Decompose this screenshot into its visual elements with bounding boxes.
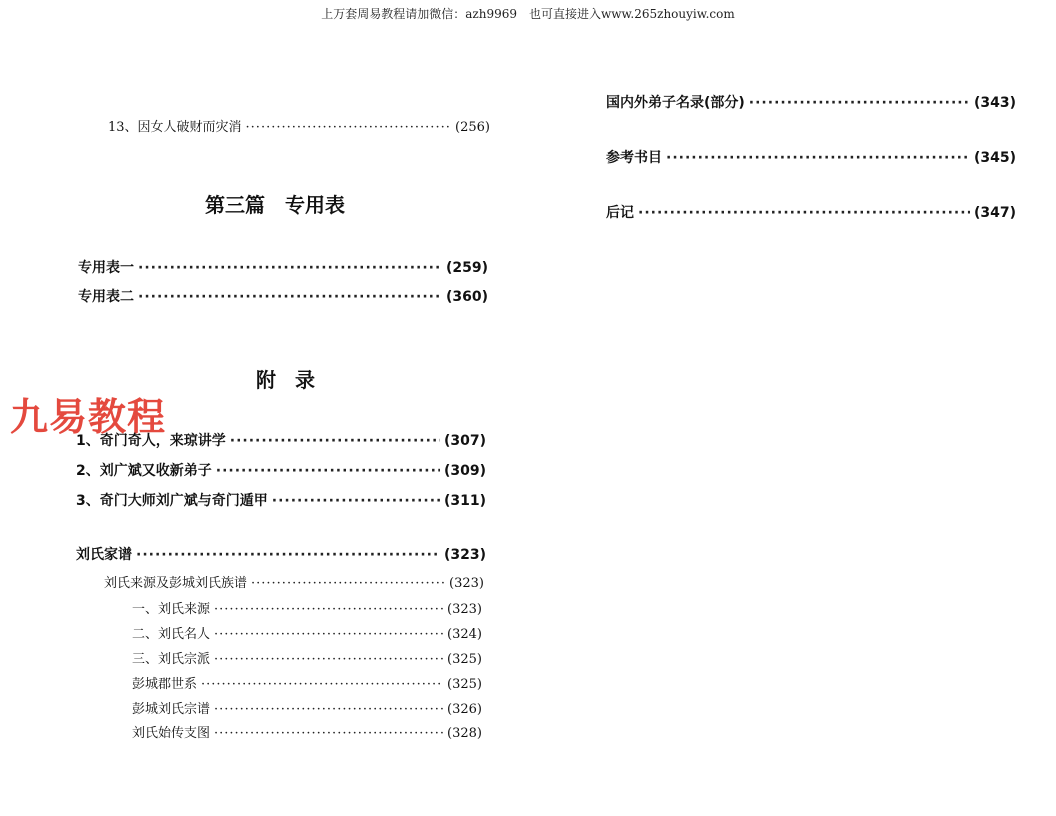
- part3-heading: 第三篇 专用表: [205, 193, 345, 217]
- appendix-heading: 附 录: [256, 368, 321, 392]
- toc-entry-title: 专用表二: [78, 289, 134, 305]
- toc-entry-title: 1、奇门奇人，来琼讲学: [76, 433, 226, 449]
- appendix-entry-2: [76, 460, 486, 480]
- toc-entry-title: 彭城刘氏宗谱: [132, 702, 211, 717]
- genealogy-item-2: [132, 623, 482, 642]
- genealogy-item-3: [132, 648, 482, 667]
- appendix-entry-1: [76, 430, 486, 450]
- toc-entry-page: (307): [443, 433, 486, 449]
- toc-entry-disciples: [606, 92, 1016, 112]
- toc-entry-title: 2、刘广斌又收新弟子: [76, 463, 212, 479]
- toc-entry-title: 3、奇门大师刘广斌与奇门遁甲: [76, 493, 268, 509]
- toc-entry-page: (325): [447, 652, 482, 667]
- toc-entry-title: 国内外弟子名录(部分): [606, 95, 745, 111]
- leader-dots: [214, 652, 443, 667]
- leader-dots: [666, 150, 970, 166]
- genealogy-sub-entry: [104, 572, 484, 591]
- toc-entry-13: [108, 116, 490, 135]
- genealogy-item-1: [132, 598, 482, 617]
- toc-entry-page: (326): [447, 702, 482, 717]
- toc-entry-title: 一、刘氏来源: [132, 602, 211, 617]
- toc-entry-page: (325): [447, 677, 482, 692]
- toc-entry-references: [606, 147, 1016, 167]
- header-notice: 上万套周易教程请加微信：azh9969 也可直接进入www.265zhouyiw.com: [321, 7, 735, 21]
- toc-entry-page: (256): [455, 120, 490, 135]
- leader-dots: [138, 260, 442, 276]
- leader-dots: [272, 493, 440, 509]
- leader-dots: [246, 120, 451, 135]
- leader-dots: [214, 602, 443, 617]
- leader-dots: [136, 547, 440, 563]
- toc-entry-title: 专用表一: [78, 260, 134, 276]
- toc-entry-title: 彭城郡世系: [132, 677, 198, 692]
- leader-dots: [638, 205, 970, 221]
- toc-entry-title: 刘氏家谱: [76, 547, 132, 563]
- toc-entry-page: (347): [973, 205, 1016, 221]
- leader-dots: [214, 702, 443, 717]
- leader-dots: [138, 289, 442, 305]
- toc-entry-title: 刘氏来源及彭城刘氏族谱: [104, 576, 248, 591]
- toc-entry-page: (360): [445, 289, 488, 305]
- genealogy-item-5: [132, 698, 482, 717]
- toc-entry-page: (259): [445, 260, 488, 276]
- toc-entry-table-2: [78, 286, 488, 306]
- toc-entry-page: (323): [447, 602, 482, 617]
- watermark-logo: 九易教程: [10, 395, 167, 439]
- toc-entry-page: (324): [447, 627, 482, 642]
- genealogy-item-6: [132, 722, 482, 741]
- appendix-entry-3: [76, 490, 486, 510]
- toc-entry-title: 后记: [606, 205, 634, 221]
- leader-dots: [216, 463, 440, 479]
- toc-entry-title: 刘氏始传支图: [132, 726, 211, 741]
- toc-entry-page: (311): [443, 493, 486, 509]
- toc-entry-title: 三、刘氏宗派: [132, 652, 211, 667]
- leader-dots: [214, 627, 443, 642]
- leader-dots: [749, 95, 970, 111]
- leader-dots: [230, 433, 440, 449]
- toc-entry-afterword: [606, 202, 1016, 222]
- leader-dots: [251, 576, 445, 591]
- leader-dots: [214, 726, 443, 741]
- toc-entry-title: 参考书目: [606, 150, 662, 166]
- genealogy-entry: [76, 544, 486, 564]
- toc-entry-page: (323): [449, 576, 484, 591]
- toc-entry-page: (328): [447, 726, 482, 741]
- toc-entry-page: (323): [443, 547, 486, 563]
- toc-entry-table-1: [78, 257, 488, 277]
- toc-entry-title: 二、刘氏名人: [132, 627, 211, 642]
- leader-dots: [201, 677, 443, 692]
- toc-entry-page: (343): [973, 95, 1016, 111]
- toc-entry-page: (345): [973, 150, 1016, 166]
- toc-entry-page: (309): [443, 463, 486, 479]
- toc-entry-title: 13、因女人破财而灾消: [108, 120, 242, 135]
- genealogy-item-4: [132, 673, 482, 692]
